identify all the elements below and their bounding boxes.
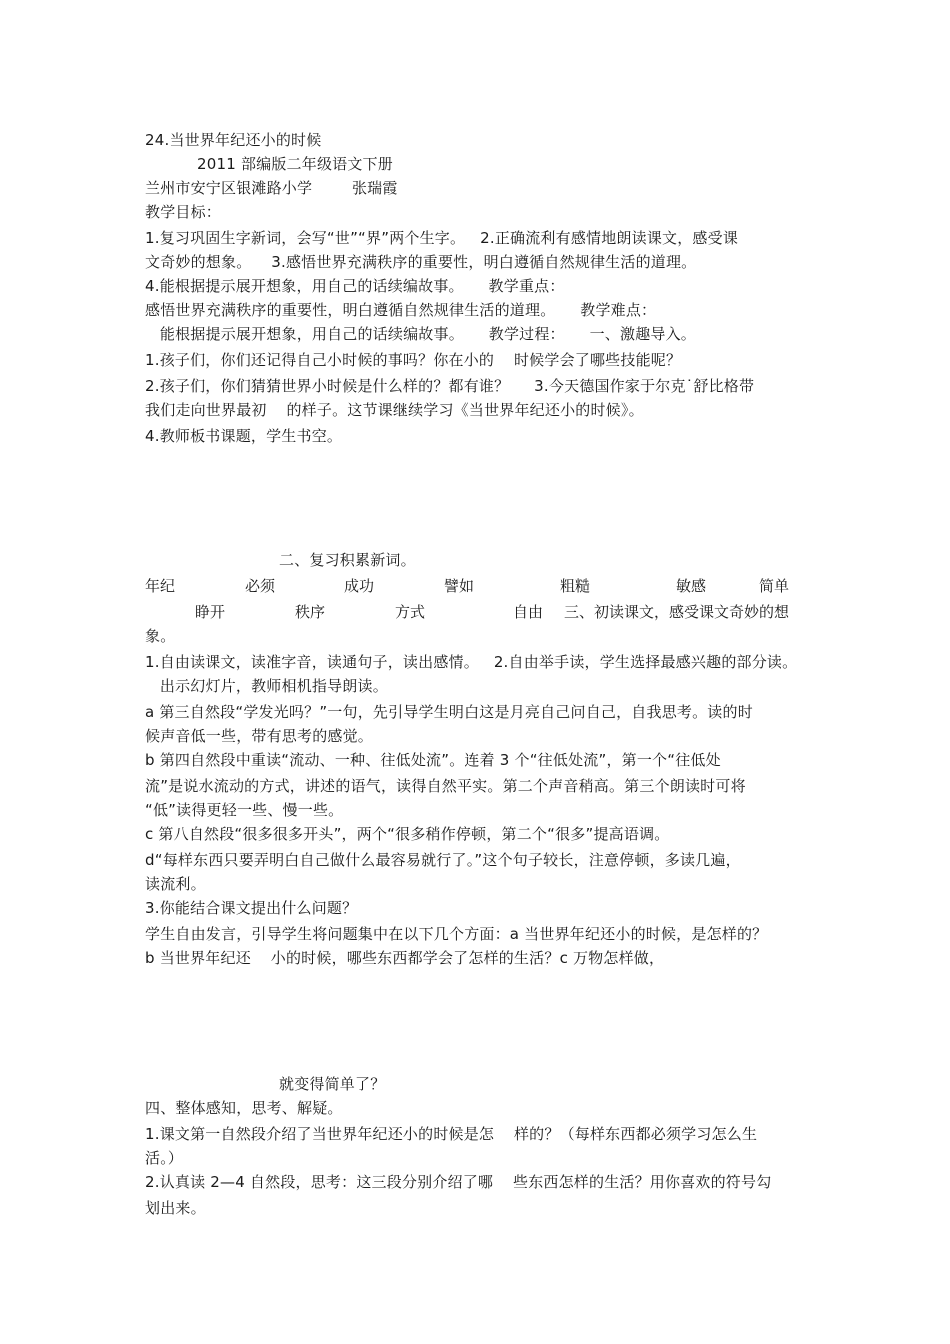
review-heading-text: 二、复习积累新词。: [279, 551, 416, 569]
part4-heading: [145, 1096, 343, 1120]
section3-heading-tail-text: 象。: [145, 627, 176, 645]
vocab-word: 方式: [395, 603, 426, 621]
reading-line-13-text: b 当世界年纪还 小的时候，哪些东西都学会了怎样的生活？c 万物怎样做，: [145, 949, 665, 967]
goals-line-4-text: 感悟世界充满秩序的重要性，明白遵循自然规律生活的道理。 教学难点：: [145, 301, 657, 319]
intro-line-2-text: 2.孩子们，你们猜猜世界小时候是什么样的？都有谁？ 3.今天德国作家于尔克˙舒比格带: [145, 377, 755, 395]
part4-line-3-text: 2.认真读 2—4 自然段，思考：这三段分别介绍了哪 些东西怎样的生活？用你喜欢的符号勾: [145, 1173, 772, 1191]
reading-line-3-text: a 第三自然段“学发光吗？”一句，先引导学生明白这是月亮自己问自己，自我思考。读的时: [145, 703, 753, 721]
intro-line-3: [145, 398, 644, 422]
part4-continuation-text: 就变得简单了？: [279, 1075, 386, 1093]
reading-line-5-text: b 第四自然段中重读“流动、一种、往低处流”。连着 3 个“往低处流”，第一个“往低处: [145, 751, 721, 769]
reading-line-2-text: 出示幻灯片，教师相机指导朗读。: [145, 677, 388, 695]
reading-line-11-text: 3.你能结合课文提出什么问题？: [145, 899, 358, 917]
reading-line-4: [145, 724, 373, 748]
intro-line-2: [145, 374, 754, 398]
reading-line-5: [145, 748, 721, 772]
vocab-word: 秩序: [295, 603, 326, 621]
goals-heading: [145, 200, 221, 224]
vocab-word: 必须: [245, 577, 276, 595]
reading-line-8-text: c 第八自然段“很多很多开头”，两个“很多稍作停顿，第二个“很多”提高语调。: [145, 825, 670, 843]
goals-line-3: [145, 274, 565, 298]
reading-line-10-text: 读流利。: [145, 875, 206, 893]
reading-line-2: [145, 674, 388, 698]
vocab-word: 自由: [513, 603, 544, 621]
reading-line-1-text: 1.自由读课文，读准字音，读通句子，读出感情。 2.自由举手读，学生选择最感兴趣的部分读。: [145, 653, 798, 671]
part4-line-4-text: 划出来。: [145, 1199, 206, 1217]
school-author-text: 兰州市安宁区银滩路小学 张瑞霞: [145, 179, 398, 197]
goals-line-3-text: 4.能根据提示展开想象，用自己的话续编故事。 教学重点：: [145, 277, 565, 295]
part4-line-2-text: 活。）: [145, 1149, 184, 1167]
edition-text: 2011 部编版二年级语文下册: [197, 155, 393, 173]
reading-line-12: [145, 922, 767, 946]
section3-heading-tail: [145, 624, 175, 648]
reading-line-12-text: 学生自由发言，引导学生将问题集中在以下几个方面：a 当世界年纪还小的时候，是怎样的？: [145, 925, 768, 943]
reading-line-7-text: “低”读得更轻一些、慢一些。: [145, 801, 344, 819]
reading-line-6-text: 流”是说水流动的方式，讲述的语气，读得自然平实。第二个声音稍高。第三个朗读时可将: [145, 777, 746, 795]
reading-line-8: [145, 822, 669, 846]
goals-line-1: [145, 226, 738, 250]
goals-heading-text: 教学目标：: [145, 203, 222, 221]
intro-line-1: [145, 348, 681, 372]
reading-line-4-text: 候声音低一些，带有思考的感觉。: [145, 727, 374, 745]
vocab-word: 敏感: [676, 577, 707, 595]
part4-heading-text: 四、整体感知，思考、解疑。: [145, 1099, 343, 1117]
vocab-word: 成功: [344, 577, 375, 595]
goals-line-2: [145, 250, 696, 274]
part4-continuation: [279, 1072, 385, 1096]
vocab-word: 睁开: [195, 603, 226, 621]
reading-line-9-text: d“每样东西只要弄明白自己做什么最容易就行了。”这个句子较长，注意停顿，多读几遍，: [145, 851, 741, 869]
reading-line-3: [145, 700, 753, 724]
reading-line-9: [145, 848, 741, 872]
reading-line-13: [145, 946, 664, 970]
reading-line-10: [145, 872, 206, 896]
goals-line-1-text: 1.复习巩固生字新词，会写“世”“界”两个生字。 2.正确流利有感情地朗读课文，感受课: [145, 229, 739, 247]
edition-line: [197, 152, 393, 176]
goals-line-5-text: 能根据提示展开想象，用自己的话续编故事。 教学过程： 一、激趣导入。: [145, 325, 696, 343]
part4-line-1: [145, 1122, 757, 1146]
intro-line-4: [145, 424, 342, 448]
vocab-word: 譬如: [444, 577, 475, 595]
school-author-line: [145, 176, 398, 200]
vocab-word: 简单: [759, 577, 790, 595]
part4-line-1-text: 1.课文第一自然段介绍了当世界年纪还小的时候是怎 样的？（每样东西都必须学习怎么生: [145, 1125, 758, 1143]
lesson-title-text: 24.当世界年纪还小的时候: [145, 131, 322, 149]
lesson-title: [145, 128, 321, 152]
goals-line-4: [145, 298, 656, 322]
goals-line-5: [145, 322, 696, 346]
reading-line-1: [145, 650, 797, 674]
vocab-word: 粗糙: [560, 577, 591, 595]
section3-heading: 三、初读课文，感受课文奇妙的想: [564, 603, 790, 621]
reading-line-11: [145, 896, 357, 920]
review-heading: [279, 548, 416, 572]
intro-line-1-text: 1.孩子们，你们还记得自己小时候的事吗？你在小的 时候学会了哪些技能呢？: [145, 351, 682, 369]
intro-line-3-text: 我们走向世界最初 的样子。这节课继续学习《当世界年纪还小的时候》。: [145, 401, 644, 419]
part4-line-4: [145, 1196, 206, 1220]
goals-line-2-text: 文奇妙的想象。 3.感悟世界充满秩序的重要性，明白遵循自然规律生活的道理。: [145, 253, 697, 271]
intro-line-4-text: 4.教师板书课题，学生书空。: [145, 427, 343, 445]
part4-line-3: [145, 1170, 771, 1194]
part4-line-2: [145, 1146, 183, 1170]
reading-line-6: [145, 774, 746, 798]
vocab-word: 年纪: [145, 577, 176, 595]
reading-line-7: [145, 798, 343, 822]
